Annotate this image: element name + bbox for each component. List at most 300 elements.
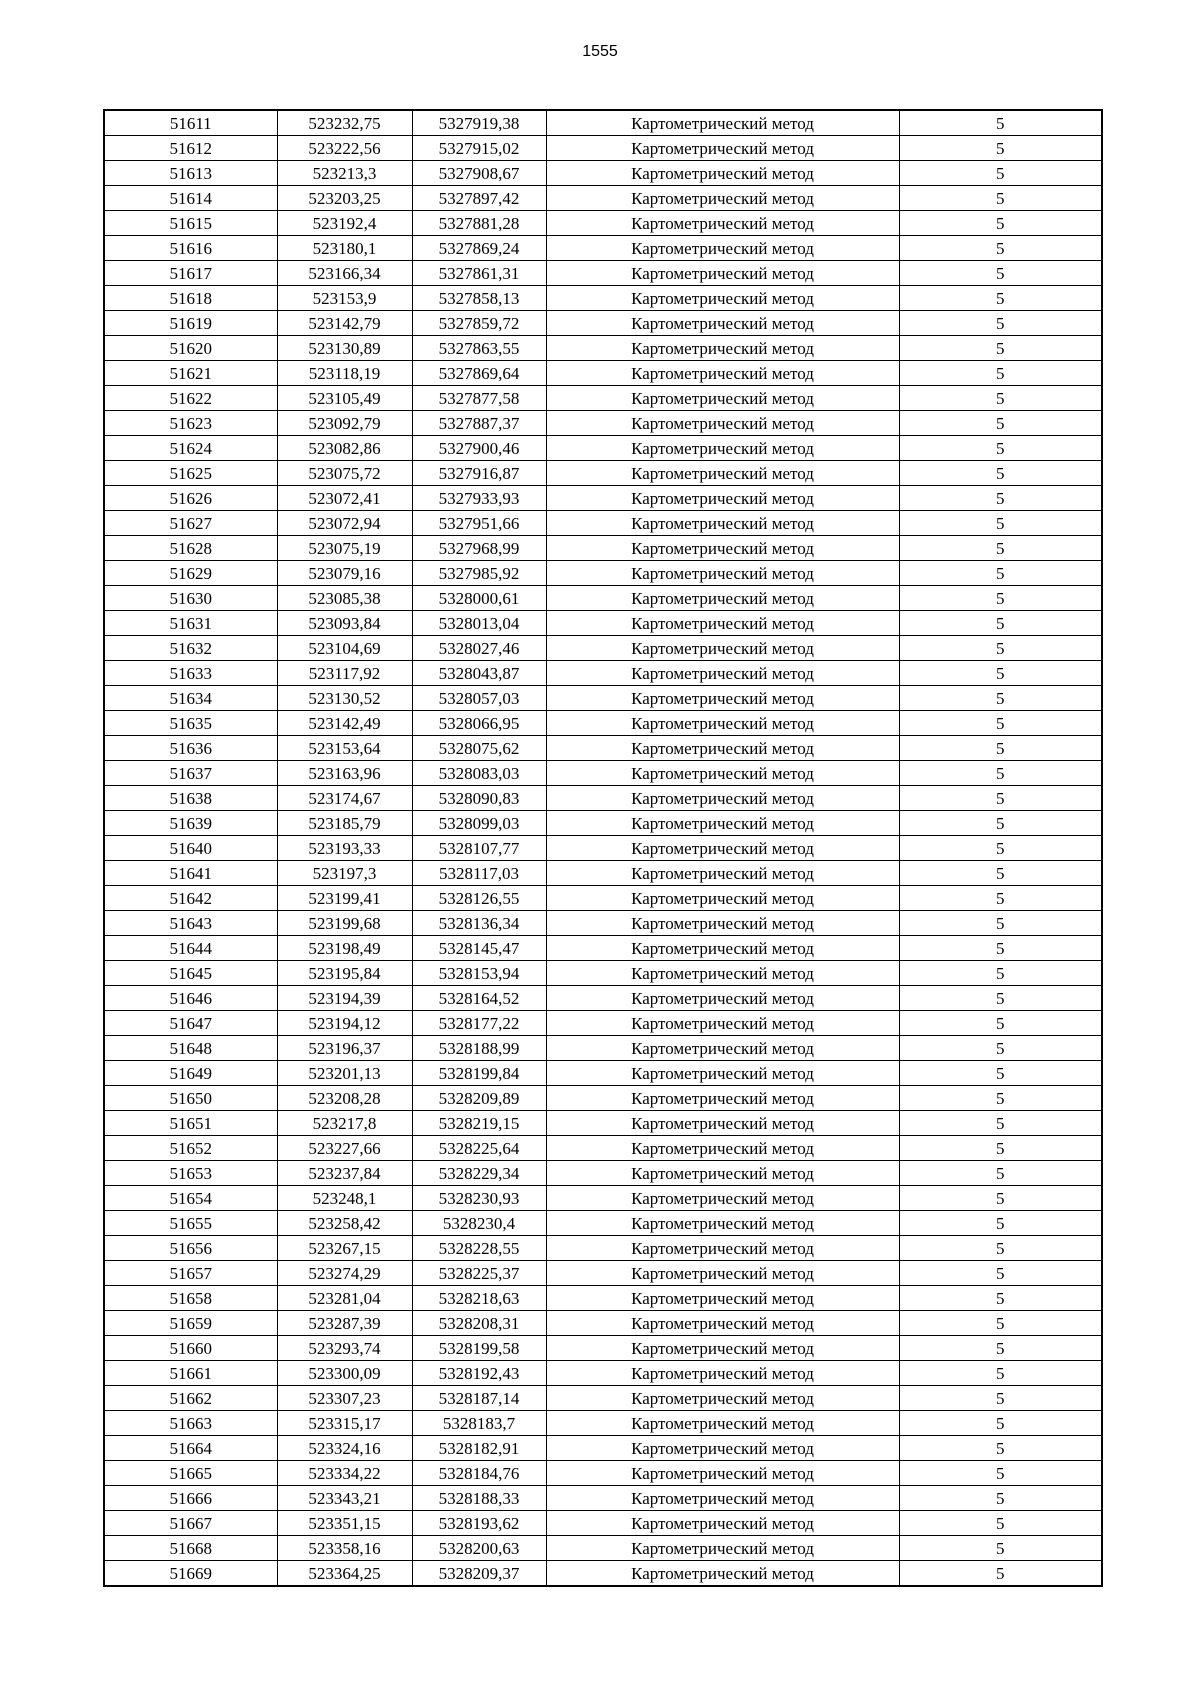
coordinates-table [103,109,1103,1587]
accuracy-cell: 5 [899,636,1102,661]
y-coordinate-cell: 5328057,03 [412,686,546,711]
x-coordinate-cell: 523227,66 [277,1136,412,1161]
x-coordinate-cell: 523166,34 [277,261,412,286]
x-coordinate-cell: 523248,1 [277,1186,412,1211]
table-row [104,1036,1102,1061]
accuracy-cell: 5 [899,936,1102,961]
y-coordinate-cell: 5328225,37 [412,1261,546,1286]
table-row [104,986,1102,1011]
method-cell: Картометрический метод [546,736,899,761]
accuracy-cell: 5 [899,411,1102,436]
y-coordinate-cell: 5328230,4 [412,1211,546,1236]
x-coordinate-cell: 523193,33 [277,836,412,861]
y-coordinate-cell: 5328043,87 [412,661,546,686]
accuracy-cell: 5 [899,261,1102,286]
accuracy-cell: 5 [899,986,1102,1011]
accuracy-cell: 5 [899,211,1102,236]
y-coordinate-cell: 5328228,55 [412,1236,546,1261]
y-coordinate-cell: 5328187,14 [412,1386,546,1411]
y-coordinate-cell: 5327951,66 [412,511,546,536]
method-cell: Картометрический метод [546,1161,899,1186]
method-cell: Картометрический метод [546,186,899,211]
x-coordinate-cell: 523075,19 [277,536,412,561]
y-coordinate-cell: 5327863,55 [412,336,546,361]
table-row [104,586,1102,611]
x-coordinate-cell: 523237,84 [277,1161,412,1186]
y-coordinate-cell: 5327887,37 [412,411,546,436]
accuracy-cell: 5 [899,1161,1102,1186]
x-coordinate-cell: 523130,52 [277,686,412,711]
point-number-cell: 51669 [104,1561,277,1587]
x-coordinate-cell: 523199,68 [277,911,412,936]
method-cell: Картометрический метод [546,1036,899,1061]
x-coordinate-cell: 523079,16 [277,561,412,586]
y-coordinate-cell: 5327861,31 [412,261,546,286]
point-number-cell: 51628 [104,536,277,561]
point-number-cell: 51658 [104,1286,277,1311]
y-coordinate-cell: 5328229,34 [412,1161,546,1186]
point-number-cell: 51625 [104,461,277,486]
table-row [104,1061,1102,1086]
point-number-cell: 51654 [104,1186,277,1211]
table-row [104,636,1102,661]
x-coordinate-cell: 523358,16 [277,1536,412,1561]
point-number-cell: 51644 [104,936,277,961]
y-coordinate-cell: 5328090,83 [412,786,546,811]
y-coordinate-cell: 5328182,91 [412,1436,546,1461]
y-coordinate-cell: 5328000,61 [412,586,546,611]
table-row [104,811,1102,836]
point-number-cell: 51617 [104,261,277,286]
method-cell: Картометрический метод [546,786,899,811]
method-cell: Картометрический метод [546,511,899,536]
method-cell: Картометрический метод [546,110,899,136]
method-cell: Картометрический метод [546,386,899,411]
table-row [104,110,1102,136]
x-coordinate-cell: 523324,16 [277,1436,412,1461]
x-coordinate-cell: 523201,13 [277,1061,412,1086]
y-coordinate-cell: 5328219,15 [412,1111,546,1136]
y-coordinate-cell: 5327915,02 [412,136,546,161]
x-coordinate-cell: 523258,42 [277,1211,412,1236]
method-cell: Картометрический метод [546,1461,899,1486]
point-number-cell: 51655 [104,1211,277,1236]
y-coordinate-cell: 5328200,63 [412,1536,546,1561]
x-coordinate-cell: 523192,4 [277,211,412,236]
y-coordinate-cell: 5327859,72 [412,311,546,336]
y-coordinate-cell: 5328083,03 [412,761,546,786]
method-cell: Картометрический метод [546,836,899,861]
table-row [104,186,1102,211]
method-cell: Картометрический метод [546,1336,899,1361]
table-row [104,686,1102,711]
point-number-cell: 51624 [104,436,277,461]
accuracy-cell: 5 [899,436,1102,461]
method-cell: Картометрический метод [546,1186,899,1211]
table-row [104,136,1102,161]
x-coordinate-cell: 523194,12 [277,1011,412,1036]
x-coordinate-cell: 523267,15 [277,1236,412,1261]
method-cell: Картометрический метод [546,161,899,186]
table-row [104,1161,1102,1186]
method-cell: Картометрический метод [546,661,899,686]
y-coordinate-cell: 5327908,67 [412,161,546,186]
table-body [104,110,1102,1586]
table-row [104,661,1102,686]
accuracy-cell: 5 [899,1561,1102,1587]
point-number-cell: 51667 [104,1511,277,1536]
accuracy-cell: 5 [899,1436,1102,1461]
method-cell: Картометрический метод [546,986,899,1011]
table-row [104,1186,1102,1211]
x-coordinate-cell: 523274,29 [277,1261,412,1286]
accuracy-cell: 5 [899,761,1102,786]
table-row [104,361,1102,386]
method-cell: Картометрический метод [546,636,899,661]
x-coordinate-cell: 523307,23 [277,1386,412,1411]
accuracy-cell: 5 [899,1011,1102,1036]
accuracy-cell: 5 [899,561,1102,586]
method-cell: Картометрический метод [546,1011,899,1036]
point-number-cell: 51664 [104,1436,277,1461]
method-cell: Картометрический метод [546,536,899,561]
point-number-cell: 51634 [104,686,277,711]
table-row [104,1336,1102,1361]
y-coordinate-cell: 5328199,84 [412,1061,546,1086]
method-cell: Картометрический метод [546,411,899,436]
table-row [104,961,1102,986]
method-cell: Картометрический метод [546,1486,899,1511]
y-coordinate-cell: 5328199,58 [412,1336,546,1361]
accuracy-cell: 5 [899,1261,1102,1286]
point-number-cell: 51665 [104,1461,277,1486]
accuracy-cell: 5 [899,1236,1102,1261]
point-number-cell: 51619 [104,311,277,336]
accuracy-cell: 5 [899,1061,1102,1086]
point-number-cell: 51642 [104,886,277,911]
accuracy-cell: 5 [899,236,1102,261]
point-number-cell: 51611 [104,110,277,136]
x-coordinate-cell: 523222,56 [277,136,412,161]
table-row [104,761,1102,786]
method-cell: Картометрический метод [546,436,899,461]
method-cell: Картометрический метод [546,961,899,986]
method-cell: Картометрический метод [546,711,899,736]
accuracy-cell: 5 [899,486,1102,511]
y-coordinate-cell: 5328208,31 [412,1311,546,1336]
accuracy-cell: 5 [899,811,1102,836]
accuracy-cell: 5 [899,336,1102,361]
table-row [104,1361,1102,1386]
y-coordinate-cell: 5328145,47 [412,936,546,961]
point-number-cell: 51659 [104,1311,277,1336]
accuracy-cell: 5 [899,1386,1102,1411]
accuracy-cell: 5 [899,711,1102,736]
table-row [104,161,1102,186]
y-coordinate-cell: 5328136,34 [412,911,546,936]
accuracy-cell: 5 [899,386,1102,411]
point-number-cell: 51649 [104,1061,277,1086]
table-row [104,711,1102,736]
x-coordinate-cell: 523197,3 [277,861,412,886]
method-cell: Картометрический метод [546,811,899,836]
y-coordinate-cell: 5328225,64 [412,1136,546,1161]
point-number-cell: 51640 [104,836,277,861]
point-number-cell: 51661 [104,1361,277,1386]
method-cell: Картометрический метод [546,261,899,286]
point-number-cell: 51632 [104,636,277,661]
accuracy-cell: 5 [899,1486,1102,1511]
method-cell: Картометрический метод [546,336,899,361]
accuracy-cell: 5 [899,586,1102,611]
y-coordinate-cell: 5327869,24 [412,236,546,261]
x-coordinate-cell: 523334,22 [277,1461,412,1486]
point-number-cell: 51639 [104,811,277,836]
y-coordinate-cell: 5328177,22 [412,1011,546,1036]
y-coordinate-cell: 5328099,03 [412,811,546,836]
point-number-cell: 51668 [104,1536,277,1561]
method-cell: Картометрический метод [546,1086,899,1111]
table-row [104,1111,1102,1136]
table-row [104,611,1102,636]
x-coordinate-cell: 523217,8 [277,1111,412,1136]
accuracy-cell: 5 [899,361,1102,386]
accuracy-cell: 5 [899,1361,1102,1386]
table-row [104,211,1102,236]
method-cell: Картометрический метод [546,486,899,511]
point-number-cell: 51662 [104,1386,277,1411]
x-coordinate-cell: 523085,38 [277,586,412,611]
x-coordinate-cell: 523196,37 [277,1036,412,1061]
x-coordinate-cell: 523180,1 [277,236,412,261]
method-cell: Картометрический метод [546,1511,899,1536]
table-row [104,536,1102,561]
accuracy-cell: 5 [899,110,1102,136]
accuracy-cell: 5 [899,686,1102,711]
y-coordinate-cell: 5328192,43 [412,1361,546,1386]
table-row [104,461,1102,486]
x-coordinate-cell: 523072,41 [277,486,412,511]
table-row [104,1236,1102,1261]
accuracy-cell: 5 [899,1511,1102,1536]
method-cell: Картометрический метод [546,1211,899,1236]
method-cell: Картометрический метод [546,136,899,161]
method-cell: Картометрический метод [546,311,899,336]
table-row [104,1436,1102,1461]
x-coordinate-cell: 523105,49 [277,386,412,411]
x-coordinate-cell: 523174,67 [277,786,412,811]
method-cell: Картометрический метод [546,1061,899,1086]
point-number-cell: 51660 [104,1336,277,1361]
x-coordinate-cell: 523198,49 [277,936,412,961]
method-cell: Картометрический метод [546,1311,899,1336]
y-coordinate-cell: 5328126,55 [412,886,546,911]
table-row [104,561,1102,586]
table-row [104,886,1102,911]
y-coordinate-cell: 5327933,93 [412,486,546,511]
accuracy-cell: 5 [899,1461,1102,1486]
point-number-cell: 51641 [104,861,277,886]
point-number-cell: 51635 [104,711,277,736]
method-cell: Картометрический метод [546,586,899,611]
y-coordinate-cell: 5327919,38 [412,110,546,136]
x-coordinate-cell: 523199,41 [277,886,412,911]
accuracy-cell: 5 [899,1411,1102,1436]
table-row [104,236,1102,261]
accuracy-cell: 5 [899,536,1102,561]
point-number-cell: 51633 [104,661,277,686]
method-cell: Картометрический метод [546,1536,899,1561]
table-row [104,1211,1102,1236]
method-cell: Картометрический метод [546,286,899,311]
page-number: 1555 [582,43,618,60]
y-coordinate-cell: 5328183,7 [412,1411,546,1436]
table-row [104,836,1102,861]
table-row [104,1486,1102,1511]
accuracy-cell: 5 [899,1111,1102,1136]
table-row [104,1286,1102,1311]
method-cell: Картометрический метод [546,1561,899,1587]
table-row [104,1411,1102,1436]
x-coordinate-cell: 523300,09 [277,1361,412,1386]
point-number-cell: 51666 [104,1486,277,1511]
accuracy-cell: 5 [899,961,1102,986]
y-coordinate-cell: 5328027,46 [412,636,546,661]
method-cell: Картометрический метод [546,361,899,386]
method-cell: Картометрический метод [546,461,899,486]
table-row [104,1561,1102,1587]
method-cell: Картометрический метод [546,886,899,911]
y-coordinate-cell: 5328218,63 [412,1286,546,1311]
method-cell: Картометрический метод [546,1361,899,1386]
point-number-cell: 51612 [104,136,277,161]
table-row [104,1311,1102,1336]
point-number-cell: 51650 [104,1086,277,1111]
accuracy-cell: 5 [899,461,1102,486]
point-number-cell: 51651 [104,1111,277,1136]
point-number-cell: 51616 [104,236,277,261]
y-coordinate-cell: 5328193,62 [412,1511,546,1536]
x-coordinate-cell: 523351,15 [277,1511,412,1536]
x-coordinate-cell: 523104,69 [277,636,412,661]
method-cell: Картометрический метод [546,1286,899,1311]
accuracy-cell: 5 [899,1136,1102,1161]
x-coordinate-cell: 523117,92 [277,661,412,686]
y-coordinate-cell: 5327916,87 [412,461,546,486]
x-coordinate-cell: 523364,25 [277,1561,412,1587]
accuracy-cell: 5 [899,611,1102,636]
method-cell: Картометрический метод [546,911,899,936]
point-number-cell: 51656 [104,1236,277,1261]
table-row [104,1011,1102,1036]
accuracy-cell: 5 [899,1186,1102,1211]
point-number-cell: 51626 [104,486,277,511]
y-coordinate-cell: 5328107,77 [412,836,546,861]
table-row [104,411,1102,436]
y-coordinate-cell: 5328066,95 [412,711,546,736]
x-coordinate-cell: 523343,21 [277,1486,412,1511]
accuracy-cell: 5 [899,661,1102,686]
x-coordinate-cell: 523185,79 [277,811,412,836]
point-number-cell: 51636 [104,736,277,761]
point-number-cell: 51631 [104,611,277,636]
method-cell: Картометрический метод [546,561,899,586]
point-number-cell: 51653 [104,1161,277,1186]
y-coordinate-cell: 5327897,42 [412,186,546,211]
table-row [104,286,1102,311]
method-cell: Картометрический метод [546,1236,899,1261]
method-cell: Картометрический метод [546,1136,899,1161]
method-cell: Картометрический метод [546,1111,899,1136]
accuracy-cell: 5 [899,1211,1102,1236]
table-row [104,386,1102,411]
table-row [104,261,1102,286]
accuracy-cell: 5 [899,1086,1102,1111]
x-coordinate-cell: 523072,94 [277,511,412,536]
y-coordinate-cell: 5327985,92 [412,561,546,586]
point-number-cell: 51663 [104,1411,277,1436]
accuracy-cell: 5 [899,511,1102,536]
x-coordinate-cell: 523153,9 [277,286,412,311]
x-coordinate-cell: 523163,96 [277,761,412,786]
table-row [104,436,1102,461]
x-coordinate-cell: 523092,79 [277,411,412,436]
y-coordinate-cell: 5328075,62 [412,736,546,761]
point-number-cell: 51646 [104,986,277,1011]
point-number-cell: 51613 [104,161,277,186]
y-coordinate-cell: 5328209,89 [412,1086,546,1111]
accuracy-cell: 5 [899,1536,1102,1561]
table-row [104,1261,1102,1286]
x-coordinate-cell: 523075,72 [277,461,412,486]
table-row [104,1461,1102,1486]
method-cell: Картометрический метод [546,211,899,236]
table-row [104,936,1102,961]
x-coordinate-cell: 523118,19 [277,361,412,386]
x-coordinate-cell: 523082,86 [277,436,412,461]
table-row [104,311,1102,336]
table-row [104,1136,1102,1161]
point-number-cell: 51627 [104,511,277,536]
accuracy-cell: 5 [899,1036,1102,1061]
table-row [104,1086,1102,1111]
y-coordinate-cell: 5328013,04 [412,611,546,636]
y-coordinate-cell: 5328188,33 [412,1486,546,1511]
x-coordinate-cell: 523142,49 [277,711,412,736]
table-row [104,1536,1102,1561]
x-coordinate-cell: 523208,28 [277,1086,412,1111]
table-row [104,1386,1102,1411]
point-number-cell: 51623 [104,411,277,436]
y-coordinate-cell: 5328117,03 [412,861,546,886]
point-number-cell: 51647 [104,1011,277,1036]
x-coordinate-cell: 523130,89 [277,336,412,361]
method-cell: Картометрический метод [546,686,899,711]
table-row [104,511,1102,536]
y-coordinate-cell: 5328188,99 [412,1036,546,1061]
y-coordinate-cell: 5327877,58 [412,386,546,411]
point-number-cell: 51620 [104,336,277,361]
y-coordinate-cell: 5327858,13 [412,286,546,311]
y-coordinate-cell: 5327968,99 [412,536,546,561]
x-coordinate-cell: 523194,39 [277,986,412,1011]
point-number-cell: 51637 [104,761,277,786]
table-row [104,1511,1102,1536]
accuracy-cell: 5 [899,161,1102,186]
method-cell: Картометрический метод [546,236,899,261]
y-coordinate-cell: 5328230,93 [412,1186,546,1211]
x-coordinate-cell: 523213,3 [277,161,412,186]
